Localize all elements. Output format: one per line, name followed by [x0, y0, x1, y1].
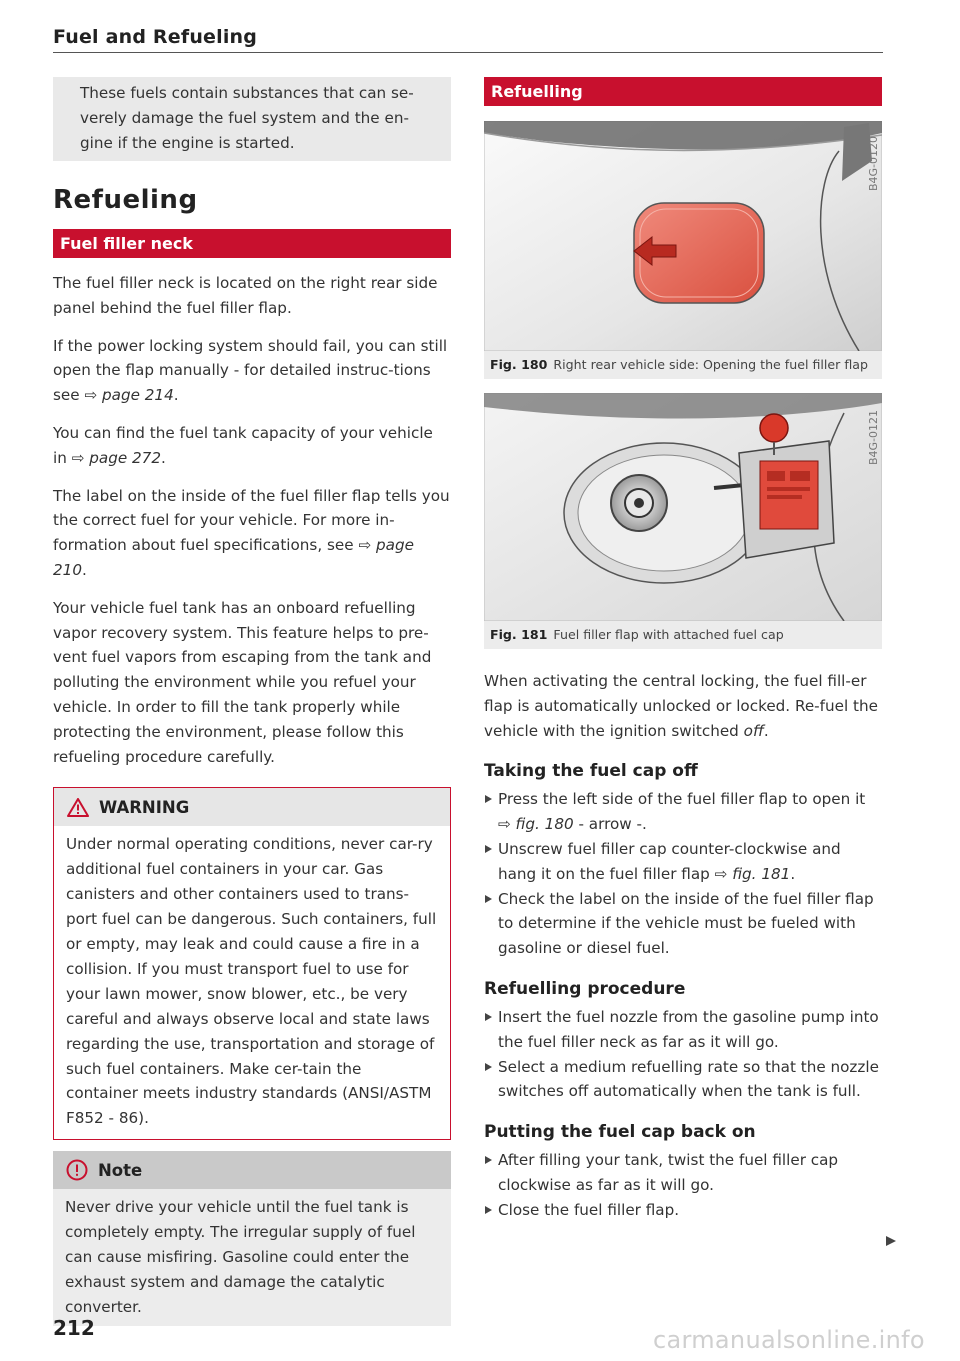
list-item: Check the label on the inside of the fuel filler flap to determine if the vehicle must be fueled with gasoline or diesel fuel.	[484, 887, 882, 961]
paragraph-manual-open: If the power locking system should fail, you can still open the flap manually - for detailed instruc-tions see ⇨ page 214.	[53, 336, 448, 405]
fig-181-caption	[484, 621, 882, 649]
list-item: Unscrew fuel filler cap counter-clockwise and hang it on the fuel filler flap ⇨ fig. 181.	[484, 837, 882, 887]
xref-page-214[interactable]: ⇨ page 214	[84, 386, 174, 405]
warning-box	[53, 787, 451, 1140]
xref-fig-181[interactable]: ⇨ fig. 181	[714, 864, 791, 883]
section-heading-refueling: Refueling	[53, 185, 198, 215]
watermark: carmanualsonline.info	[653, 1326, 925, 1354]
fig-180-code: B4G-0120	[867, 135, 880, 191]
continue-arrow-icon	[885, 1235, 897, 1247]
steps-cap-back-on	[484, 1148, 882, 1222]
note-box	[53, 1151, 451, 1326]
paragraph-text: When activating the central locking, the fuel fill-er flap is automatically unlocked or locked. Re-fuel the vehicle with the ignition switched	[484, 672, 878, 740]
paragraph-vapor-recovery: Your vehicle fuel tank has an onboard refuelling vapor recovery system. This feature helps to pre-vent fuel vapors from escaping from the tank and polluting the environment while you refuel your vehicle. In order to fill the tank properly while protecting the environment, please follow this refueling procedure carefully.	[53, 598, 432, 766]
paragraph-text: If the power locking system should fail, you can still open the flap manually - for detailed instruc-tions see	[53, 336, 448, 405]
paragraph-tank-capacity: You can find the fuel tank capacity of your vehicle in ⇨ page 272.	[53, 423, 433, 467]
note-title: Note	[98, 1160, 143, 1180]
step-text: Press the left side of the fuel filler flap to open it	[498, 790, 866, 809]
note-info-icon	[66, 1159, 88, 1181]
note-text: Never drive your vehicle until the fuel tank is completely empty. The irregular supply of fuel can cause misfiring. Gasoline could enter the exhaust system and damage the catalytic converter.	[65, 1198, 416, 1316]
warning-triangle-icon	[67, 798, 89, 817]
figure-180	[484, 121, 882, 379]
fig-180-caption-text: Right rear vehicle side: Opening the fuel filler flap	[553, 357, 868, 372]
paragraph-fuel-label: The label on the inside of the fuel filler flap tells you the correct fuel for your vehicle. For more in-formation about fuel specifications, see ⇨ page 210.	[53, 486, 450, 579]
warning-text: Under normal operating conditions, never car-ry additional fuel containers in your car. Gas canisters and other containers used to trans-port fuel can be dangerous. Such containers, full or empty, may leak and could cause a fire in a collision. If you must transport fuel to use for your lawn mower, snow blower, etc., be very careful and always observe local and state laws regarding the use, transportation and storage of such fuel containers. Make cer-tain the container meets industry standards (ANSI/ASTM F852 - 86).	[66, 835, 437, 1128]
section-bar-refuelling: Refuelling	[484, 77, 882, 106]
note-header	[53, 1151, 451, 1189]
step-text: Unscrew fuel filler cap counter-clockwise and hang it on the fuel filler flap	[498, 839, 841, 883]
steps-refuelling-procedure	[484, 1005, 882, 1104]
steps-taking-cap-off	[484, 787, 882, 961]
fig-180-caption	[484, 351, 882, 379]
list-item: Insert the fuel nozzle from the gasoline pump into the fuel filler neck as far as it will go.	[484, 1005, 882, 1055]
warning-title: WARNING	[99, 797, 190, 817]
page-number: 212	[53, 1316, 95, 1340]
list-item	[484, 787, 882, 837]
paragraph-text: You can find the fuel tank capacity of your vehicle in	[53, 423, 433, 467]
intro-box: These fuels contain substances that can se-verely damage the fuel system and the en-gine if the engine is started.	[53, 77, 451, 161]
fig-181-label: Fig. 181	[490, 627, 548, 642]
page-header-title: Fuel and Refueling	[53, 26, 258, 48]
warning-header	[54, 788, 450, 826]
section-bar-fuel-filler-neck: Fuel filler neck	[53, 229, 451, 258]
right-column	[484, 77, 882, 1223]
fig-181-code: B4G-0121	[867, 409, 880, 465]
paragraph-filler-location: The fuel filler neck is located on the right rear side panel behind the fuel filler flap.	[53, 274, 438, 317]
figure-181	[484, 393, 882, 649]
fig-181-image	[484, 393, 882, 621]
list-item: After filling your tank, twist the fuel filler cap clockwise as far as it will go.	[484, 1148, 882, 1198]
paragraph-text: The label on the inside of the fuel filler flap tells you the correct fuel for your vehicle. For more in-formation about fuel specifications, see	[53, 486, 450, 555]
subheading-cap-back-on: Putting the fuel cap back on	[484, 1122, 756, 1143]
emphasis-off: off	[743, 721, 764, 740]
step-text: - arrow -.	[573, 815, 647, 834]
xref-page-272[interactable]: ⇨ page 272	[71, 448, 161, 467]
subheading-taking-cap-off: Taking the fuel cap off	[484, 761, 698, 782]
fig-180-image	[484, 121, 882, 351]
paragraph-central-locking: When activating the central locking, the fuel fill-er flap is automatically unlocked or locked. Re-fuel the vehicle with the ignition switched off.	[484, 672, 878, 740]
left-column	[53, 77, 451, 1326]
subheading-refuelling-procedure: Refuelling procedure	[484, 978, 686, 999]
fig-181-caption-text: Fuel filler flap with attached fuel cap	[553, 627, 784, 642]
xref-fig-180[interactable]: ⇨ fig. 180	[498, 815, 574, 834]
header-rule	[53, 52, 883, 53]
list-item: Close the fuel filler flap.	[484, 1198, 882, 1223]
xref-page-210[interactable]: ⇨ page 210	[53, 536, 414, 579]
list-item: Select a medium refuelling rate so that the nozzle switches off automatically when the tank is full.	[484, 1055, 882, 1105]
fig-180-label: Fig. 180	[490, 357, 548, 372]
